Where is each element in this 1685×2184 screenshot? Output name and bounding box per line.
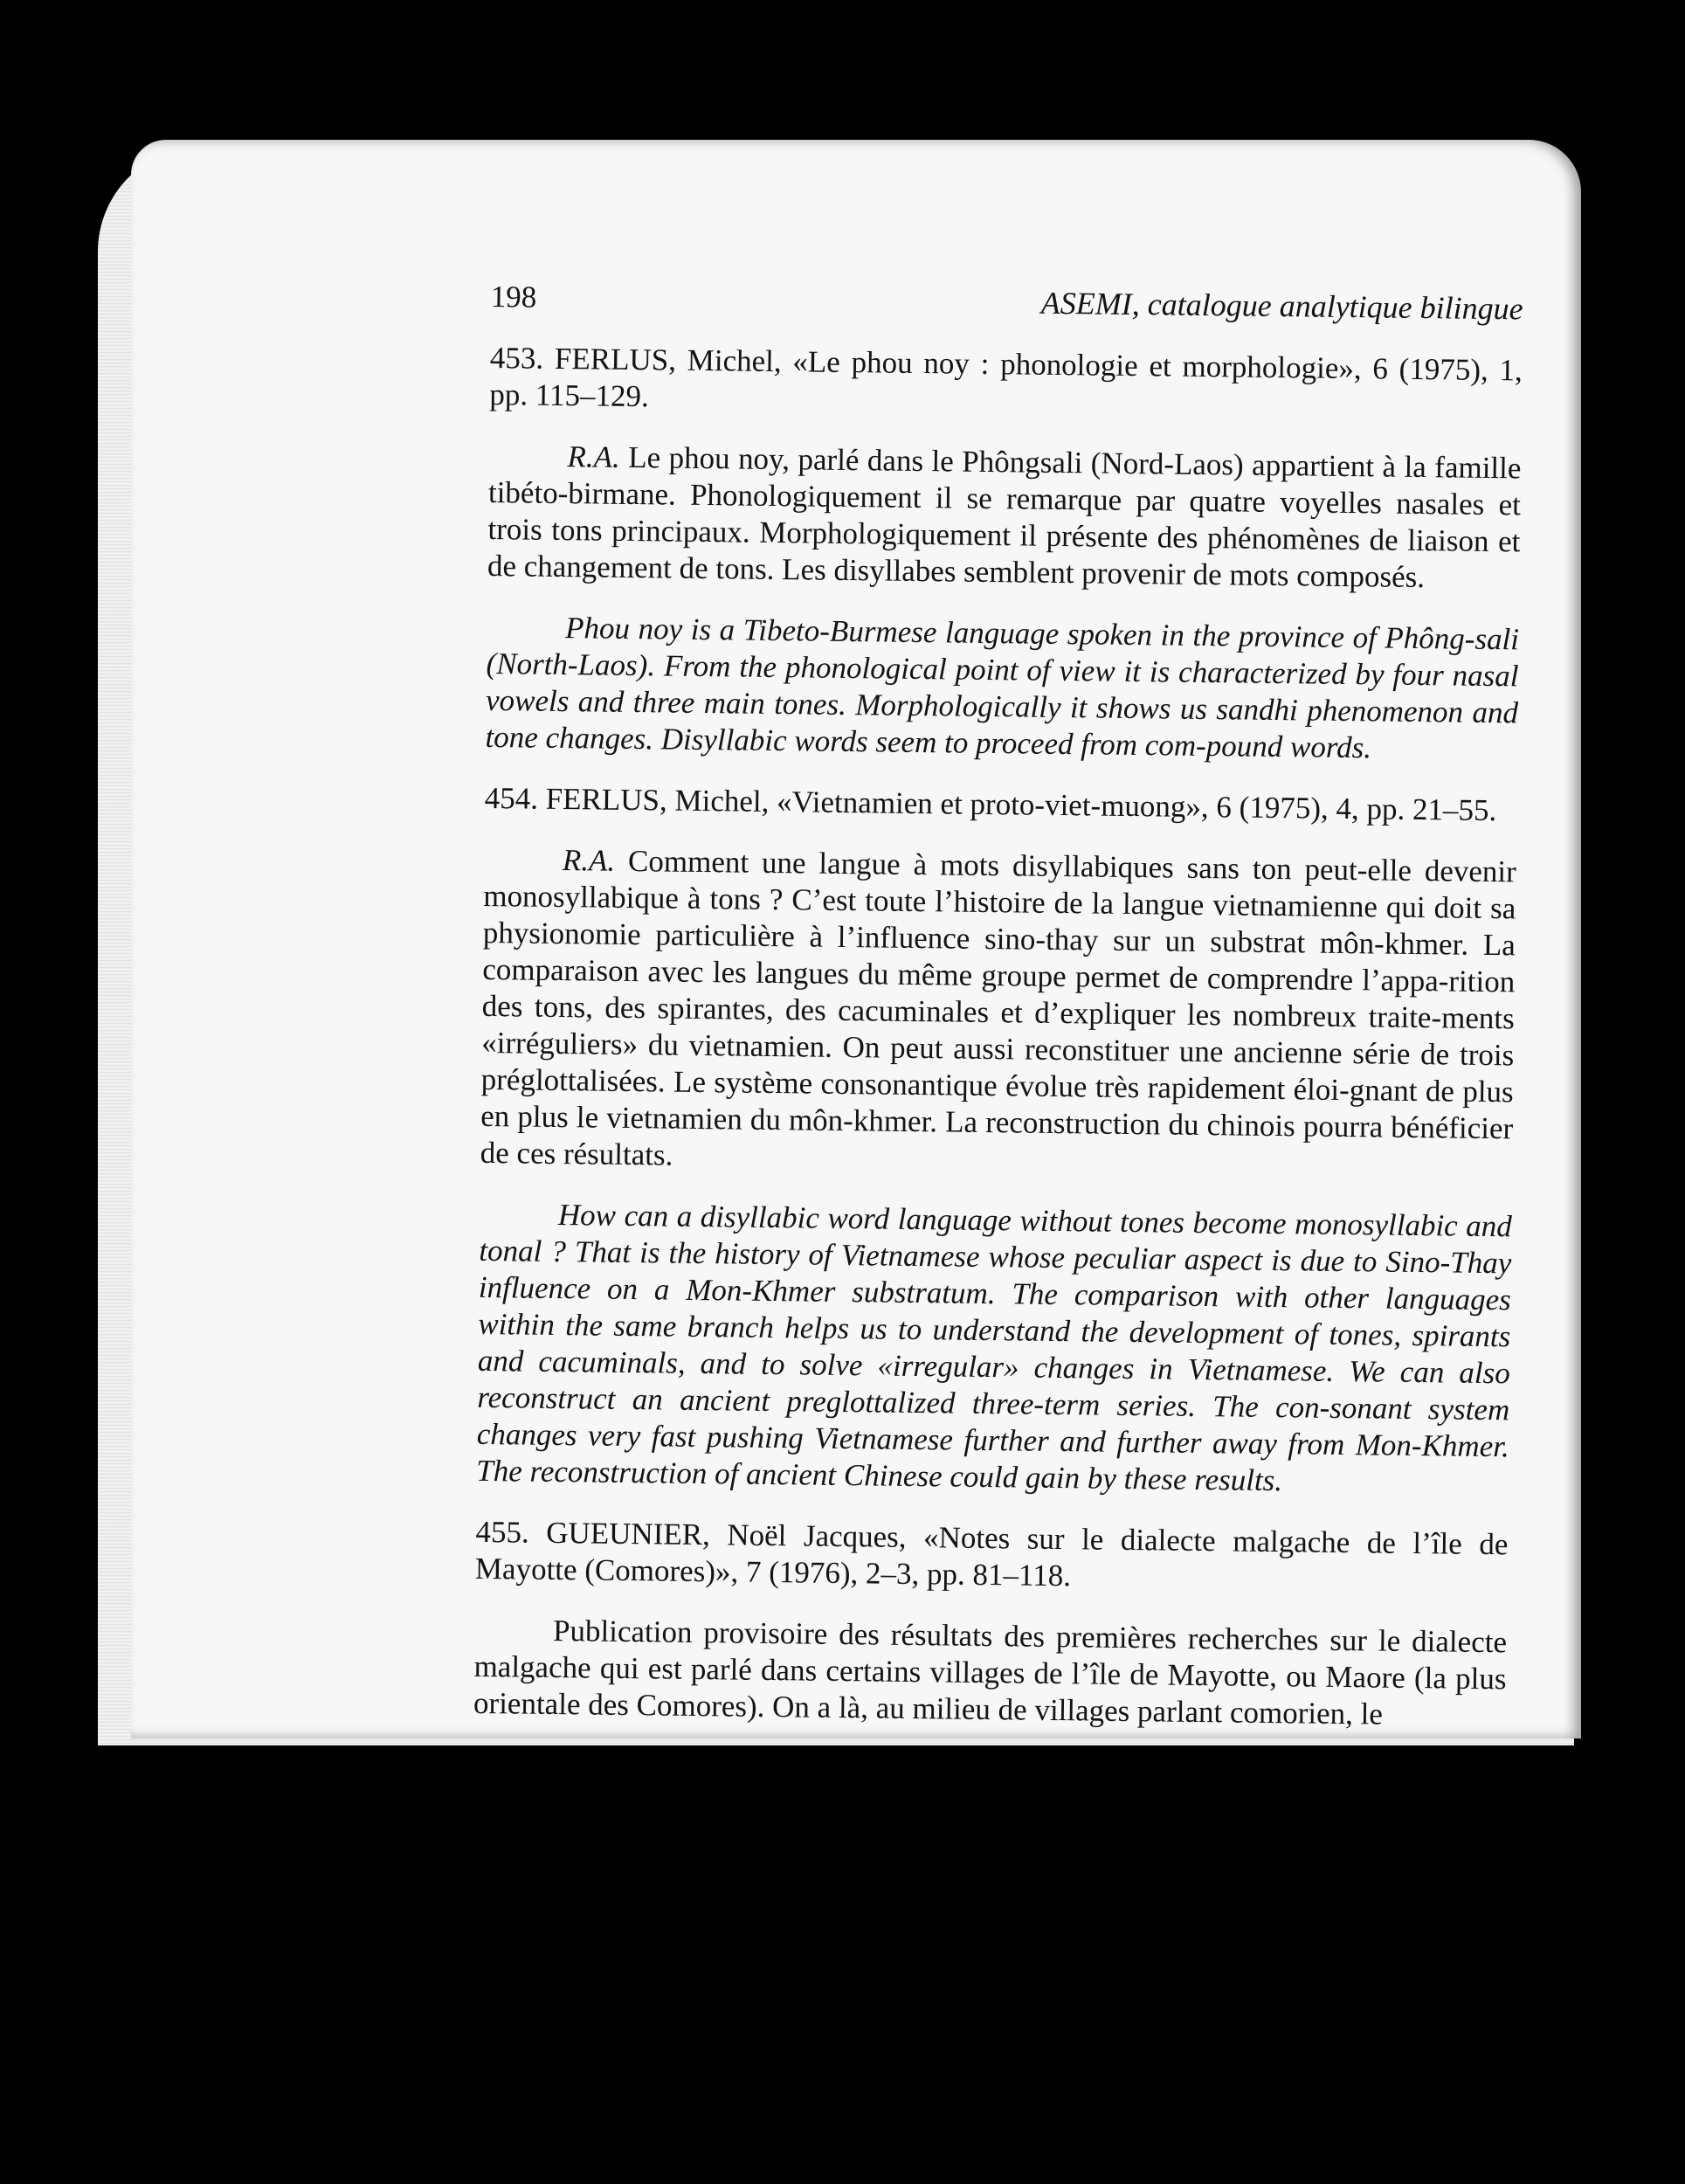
- running-head-title: ASEMI, catalogue analytique bilingue: [1040, 285, 1523, 327]
- entry-454-french-abstract: [480, 841, 1517, 1184]
- entry-453-french-abstract: [487, 438, 1522, 597]
- entry-453-citation: 453. FERLUS, Michel, «Le phou noy : phonologie et morphologie», 6 (1975), 1, pp. 115–129.: [489, 340, 1523, 414]
- ra-label: R.A.: [567, 439, 621, 474]
- page-number: 198: [490, 279, 537, 314]
- ra-label: R.A.: [562, 843, 616, 878]
- page-text-block: [473, 278, 1523, 1759]
- entry-454-english-abstract: How can a disyllabic word language without tones become monosyllabic and tonal ? That is the history of Vietnamese whose peculiar aspect is due to Sino-Thay influence on a Mon-Khmer substratum. The comparison with other languages within the same branch helps us to understand the development of tones, spirants and cacuminals, and to solve «irregular» changes in Vietnamese. We can also reconstruct an ancient preglottalized three-term series. The con-sonant system changes very fast pushing Vietnamese further and further away from Mon-Khmer. The reconstruction of ancient Chinese could gain by these results.: [476, 1198, 1513, 1498]
- entry-455-citation: 455. GUEUNIER, Noël Jacques, «Notes sur le dialecte malgache de l’île de Mayotte (Comores)», 7 (1976), 2–3, pp. 81–118.: [474, 1514, 1509, 1593]
- entry-453-english-abstract: Phou noy is a Tibeto-Burmese language spoken in the province of Phông-sali (North-Laos). From the phonological point of view it is characterized by four nasal vowels and three main tones. Morphologically it shows us sandhi phenomenon and tone changes. Disyllabic words seem to proceed from com-pound words.: [485, 611, 1520, 765]
- entry-454-citation: 454. FERLUS, Michel, «Vietnamien et proto-viet-muong», 6 (1975), 4, pp. 21–55.: [484, 780, 1497, 828]
- entry-455-french-abstract: Publication provisoire des résultats des premières recherches sur le dialecte malgache qui est parlé dans certains villages de l’île de Mayotte, ou Maore (la plus orientale des Comores). On a là, au milieu de villages parlant comorien, le: [473, 1613, 1508, 1731]
- french-abstract-text: Le phou noy, parlé dans le Phôngsali (Nord-Laos) appartient à la famille tibéto-birmane. Phonologiquement il se remarque par quatre voyelles nasales et trois tons principaux. Morphologiquement il présente des phénomènes de liaison et de changement de tons. Les disyllabes semblent provenir de mots composés.: [487, 439, 1522, 595]
- french-abstract-text: Comment une langue à mots disyllabiques sans ton peut-elle devenir monosyllabique à tons ? C’est toute l’histoire de la langue vietnamienne qui doit sa physionomie particulière à l’influence sino-thay sur un substrat môn-khmer. La comparaison avec les langues du même groupe permet de comprendre l’appa-rition des tons, des spirantes, des cacuminales et d’expliquer les nombreux traite-ments «irréguliers» du vietnamien. On peut aussi reconstituer une ancienne série de trois préglottalisées. Le système consonantique évolue très rapidement éloi-gnant de plus en plus le vietnamien du môn-khmer. La reconstruction du chinois pourra bénéficier de ces résultats.: [480, 843, 1517, 1172]
